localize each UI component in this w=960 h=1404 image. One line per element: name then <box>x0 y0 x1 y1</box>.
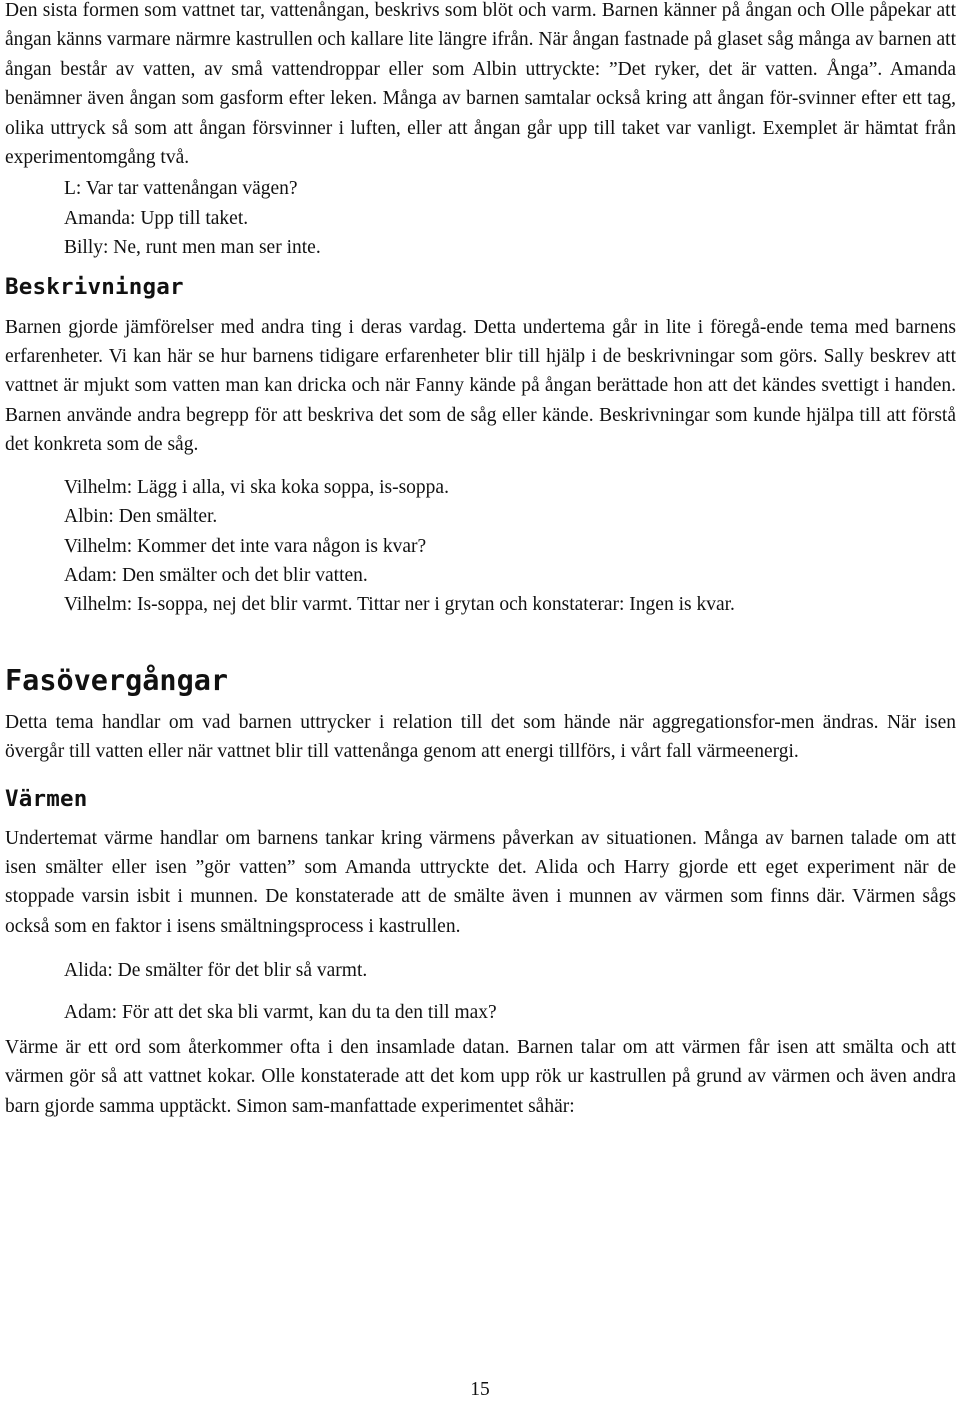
paragraph-varme-ord: Värme är ett ord som återkommer ofta i den insamlade datan. Barnen talar om att värmen får isen att smälta och att värmen gör så att vattnet kokar. Olle konstaterade att det kom upp rök ur kastrullen på grund av värmen och även andra barn gjorde samma upptäckt. Simon sam-manfattade experimentet såhär: <box>5 1036 956 1117</box>
dialog-varme-1 <box>5 956 956 985</box>
dialog-line: Vilhelm: Is-soppa, nej det blir varmt. Tittar ner i grytan och konstaterar: Ingen is kvar. <box>64 594 735 616</box>
paragraph-fasovergangar: Detta tema handlar om vad barnen uttrycker i relation till det som hände när aggregationsfor-men ändras. När isen övergår till vatten eller när vattnet blir till vattenånga genom att energi tillförs, i vårt fall värmeenergi. <box>5 711 956 763</box>
paragraph-varmen: Undertemat värme handlar om barnens tankar kring värmens påverkan av situationen. Många av barnen talade om att isen smälter eller isen ”gör vatten” som Amanda uttryckte det. Alida och Harry gjorde ett eget experiment när de stoppade varsin isbit i munnen. De konstaterade att de smälte även i munnen av värmen som finns där. Värmen sågs också som en faktor i isens smältningsprocess i kastrullen. <box>5 827 956 937</box>
dialog-line: Albin: Den smälter. <box>64 506 218 528</box>
page-number: 15 <box>470 1379 490 1400</box>
dialog-line: Adam: För att det ska bli varmt, kan du ta den till max? <box>64 1001 497 1023</box>
heading-varmen: Värmen <box>5 785 88 812</box>
dialog-line: Amanda: Upp till taket. <box>64 207 249 229</box>
paragraph-anga: Den sista formen som vattnet tar, vattenångan, beskrivs som blöt och varm. Barnen känner på ångan och Olle påpekar att ångan känns varmare närmre kastrullen och kallare lite längre ifrån. När ångan fastnade på glaset såg många av barnen att ångan består av vatten, av små vattendroppar eller som Albin uttryckte: ”Det ryker, det är vatten. Ånga”. Amanda benämner även ångan som gasform efter leken. Många av barnen samtalar också kring att ångan för-svinner efter ett tag, olika uttryck så som att ångan försvinner i luften, eller att ångan går upp till taket var vanligt. Exemplet är hämtat från experimentomgång två. <box>5 0 956 169</box>
document-page <box>5 0 956 1121</box>
dialog-is-soppa <box>5 473 956 620</box>
paragraph-beskrivningar: Barnen gjorde jämförelser med andra ting i deras vardag. Detta undertema går in lite i föregå-ende tema med barnens erfarenheter. Vi kan här se hur barnens tidigare erfarenheter blir till hjälp i de beskrivningar som görs. Sally beskrev att vattnet är mjukt som vatten man kan dricka och när Fanny kände på ångan berättade hon att det kändes svettigt i handen. Barnen använde andra begrepp för att beskriva det som de såg eller kände. Beskrivningar som kunde hjälpa till att förstå det konkreta som de såg. <box>5 316 956 456</box>
dialog-varme-2 <box>5 998 956 1027</box>
dialog-line: Adam: Den smälter och det blir vatten. <box>64 564 368 586</box>
heading-beskrivningar: Beskrivningar <box>5 273 184 300</box>
dialog-line: Vilhelm: Lägg i alla, vi ska koka soppa, is-soppa. <box>64 476 449 498</box>
dialog-line: Alida: De smälter för det blir så varmt. <box>64 960 368 982</box>
dialog-vattenanga <box>5 174 956 262</box>
dialog-line: L: Var tar vattenångan vägen? <box>64 178 298 200</box>
heading-fasovergangar: Fasövergångar <box>5 663 229 697</box>
dialog-line: Billy: Ne, runt men man ser inte. <box>64 237 321 259</box>
dialog-line: Vilhelm: Kommer det inte vara någon is kvar? <box>64 535 427 557</box>
